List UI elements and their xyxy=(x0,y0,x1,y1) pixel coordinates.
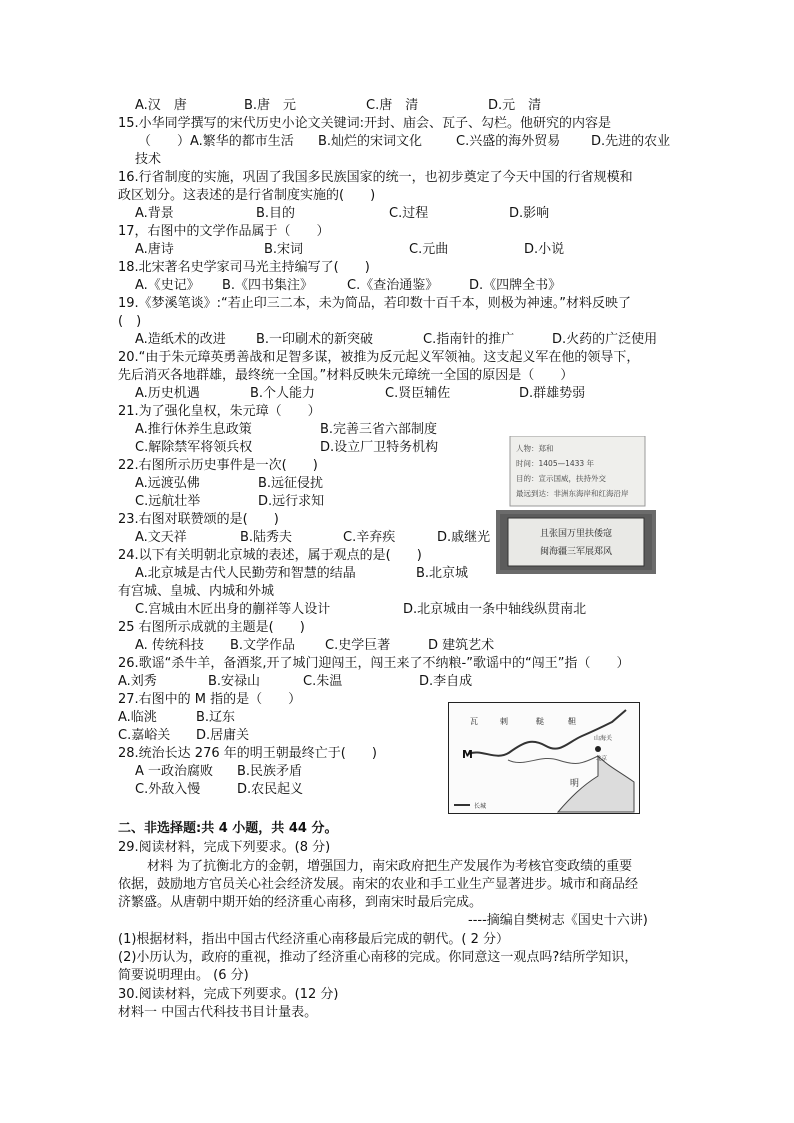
q15-option-c: C.兴盛的海外贸易 xyxy=(456,134,561,149)
q20-stem: 20.“由于朱元璋英勇善战和足智多谋，被推为反元起义军领袖。这支起义军在他的领导下， xyxy=(118,350,640,365)
zheng-he-figure xyxy=(496,436,656,576)
q17-option-c: C.元曲 xyxy=(409,242,449,257)
q28-stem: 28.统治长达 276 年的明王朝最终亡于( ) xyxy=(118,746,377,761)
q28-option-c: C.外敌入慢 xyxy=(135,782,201,797)
q17-option-b: B.宋词 xyxy=(264,242,304,257)
q18-option-b: B.《四书集注》 xyxy=(222,278,314,293)
q21-option-b: B.完善三省六部制度 xyxy=(320,422,438,437)
q24-stem: 24.以下有关明朝北京城的表述，属于观点的是( ) xyxy=(118,548,422,563)
q16-stem: 16.行省制度的实施，巩固了我国多民族国家的统一，也初步奠定了今天中国的行省规模和 xyxy=(118,170,633,185)
q29-part2-line1: (2)小历认为，政府的重视，推动了经济重心南移的完成。你同意这一观点吗?结所学知识， xyxy=(118,950,638,965)
q15-line3: 技术 xyxy=(135,152,162,167)
q18-option-d: D.《四牌全书》 xyxy=(469,278,562,293)
couplet-line-1: 且张国万里扶倭寇 xyxy=(539,529,613,539)
q29-part1: (1)根据材料，指出中国古代经济重心南移最后完成的朝代。( 2 分） xyxy=(118,932,510,947)
q24-option-b: B.北京城 xyxy=(416,566,469,581)
map-label-ming: 明 xyxy=(570,779,580,789)
q16-option-a: A.背景 xyxy=(135,206,174,221)
q20-option-a: A.历史机遇 xyxy=(135,386,200,401)
q17-option-d: D.小说 xyxy=(524,242,565,257)
map-label-beijing: 北京 xyxy=(596,756,608,762)
q20-line2: 先后消灭各地群雄，最终统一全国。”材料反映朱元璋统一全国的原因是（ ） xyxy=(118,368,574,383)
q26-option-b: B.安禄山 xyxy=(208,674,261,689)
q20-option-b: B.个人能力 xyxy=(250,386,316,401)
q22-option-a: A.远渡弘佛 xyxy=(135,476,200,491)
q25-option-b: B.文学作品 xyxy=(230,638,296,653)
q20-option-d: D.群雄势弱 xyxy=(519,386,586,401)
q24-option-d: D.北京城由一条中轴线纵贯南北 xyxy=(403,602,587,617)
q25-option-a: A. 传统科技 xyxy=(135,638,204,653)
q14-option-c: C.唐 清 xyxy=(366,98,419,113)
q15-stem: 15.小华同学撰写的宋代历史小论文关键词:开封、庙会、瓦子、勾栏。他研究的内容是 xyxy=(118,116,612,131)
q21-stem: 21.为了强化皇权，朱元璋（ ） xyxy=(118,404,321,419)
q30-stem: 30.阅读材料，完成下列要求。(12 分) xyxy=(118,987,339,1002)
couplet-plaque xyxy=(508,518,644,566)
q30-material-one-heading: 材料一 中国古代科技书目计量表。 xyxy=(118,1005,318,1020)
q26-option-c: C.朱温 xyxy=(303,674,343,689)
q24-option-a: A.北京城是古代人民勤劳和智慧的结晶 xyxy=(135,566,356,581)
q19-line2: ( ) xyxy=(118,314,142,329)
q17-option-a: A.唐诗 xyxy=(135,242,174,257)
q21-option-c: C.解除禁军将领兵权 xyxy=(135,440,253,455)
q23-option-d: D.戚继光 xyxy=(437,530,491,545)
q18-option-c: C.《查治通鉴》 xyxy=(347,278,439,293)
q19-option-c: C.指南针的推广 xyxy=(423,332,515,347)
info-card-person: 人物：郑和 xyxy=(516,444,554,453)
q15-line2: （ ）A.繁华的都市生活 xyxy=(138,134,294,149)
map-label-da: 鞑 xyxy=(536,717,544,726)
q19-stem: 19.《梦溪笔谈》:“若止印三二本，未为简品，若印数十百千本，则极为神速。”材料反映了 xyxy=(118,296,632,311)
q22-option-b: B.远征侵扰 xyxy=(258,476,324,491)
q14-option-b: B.唐 元 xyxy=(244,98,297,113)
q27-option-a: A.临洮 xyxy=(118,710,157,725)
q29-stem: 29.阅读材料，完成下列要求。(8 分) xyxy=(118,840,331,855)
q16-option-b: B.目的 xyxy=(256,206,296,221)
q27-stem: 27.右图中的 M 指的是（ ） xyxy=(118,692,302,707)
q21-option-a: A.推行休养生息政策 xyxy=(135,422,252,437)
q24-line2: 有宫城、皇城、内城和外城 xyxy=(118,584,275,599)
q22-option-d: D.远行求知 xyxy=(258,494,325,509)
q27-option-b: B.辽东 xyxy=(196,710,236,725)
q16-option-c: C.过程 xyxy=(389,206,429,221)
q29-material-line3: 济繁盛。从唐朝中期开始的经济重心南移，到南宋时最后完成。 xyxy=(118,895,483,910)
info-card-time: 时间：1405—1433 年 xyxy=(516,459,595,468)
q23-option-b: B.陆秀夫 xyxy=(240,530,293,545)
ming-map-figure xyxy=(448,702,640,814)
q14-option-a: A.汉 唐 xyxy=(135,98,187,113)
q19-option-d: D.火药的广泛使用 xyxy=(552,332,658,347)
ming-map-graphic xyxy=(448,702,640,814)
zheng-he-figure-graphic xyxy=(496,436,656,576)
q28-option-b: B.民族矛盾 xyxy=(237,764,303,779)
q23-stem: 23.右图对联赞颂的是( ) xyxy=(118,512,279,527)
q29-material-line2: 依据，鼓励地方官员关心社会经济发展。南宋的农业和手工业生产显著进步。城市和商品经 xyxy=(118,877,639,892)
q27-option-c: C.嘉峪关 xyxy=(118,728,171,743)
q18-option-a: A.《史记》 xyxy=(135,278,200,293)
map-label-dan: 靼 xyxy=(568,717,576,726)
q19-option-a: A.造纸术的改进 xyxy=(135,332,226,347)
q25-option-c: C.史学巨著 xyxy=(325,638,391,653)
info-card-purpose: 目的：宣示国威，扶持外交 xyxy=(516,474,606,483)
map-label-m: M xyxy=(462,748,473,761)
q25-stem: 25 右图所示成就的主题是( ) xyxy=(118,620,305,635)
map-label-la: 剌 xyxy=(500,717,508,726)
q29-source: ----摘编自樊树志《国史十六讲) xyxy=(468,913,648,928)
map-label-shanhaiguan: 山海关 xyxy=(594,735,613,742)
q19-option-b: B.一印刷术的新突破 xyxy=(256,332,374,347)
q28-option-d: D.农民起义 xyxy=(237,782,304,797)
q25-option-d: D 建筑艺术 xyxy=(428,638,495,653)
q20-option-c: C.贤臣辅佐 xyxy=(385,386,451,401)
q17-stem: 17，右图中的文学作品属于（ ） xyxy=(118,224,330,239)
q29-part2-line2: 简要说明理由。 (6 分) xyxy=(118,968,249,983)
q21-option-d: D.设立厂卫特务机构 xyxy=(320,440,439,455)
q18-stem: 18.北宋著名史学家司马光主持编写了( ) xyxy=(118,260,370,275)
q14-option-d: D.元 清 xyxy=(488,98,542,113)
q22-stem: 22.右图所示历史事件是一次( ) xyxy=(118,458,318,473)
couplet-line-2: 闽海疆三军展郑风 xyxy=(539,547,613,557)
q23-option-c: C.辛弃疾 xyxy=(343,530,396,545)
q15-option-b: B.灿烂的宋词文化 xyxy=(318,134,423,149)
q27-option-d: D.居庸关 xyxy=(196,728,250,743)
q26-option-d: D.李自成 xyxy=(419,674,473,689)
map-label-wa: 瓦 xyxy=(470,717,478,726)
q22-option-c: C.远航壮举 xyxy=(135,494,201,509)
q15-option-d: D.先进的农业 xyxy=(591,134,671,149)
q26-option-a: A.刘秀 xyxy=(118,674,157,689)
q24-option-c: C.宫城由木匠出身的蒯祥等人设计 xyxy=(135,602,331,617)
q16-line2: 政区划分。这表述的是行省制度实施的( ) xyxy=(118,188,376,203)
q26-stem: 26.歌谣“杀牛羊，备酒浆,开了城门迎闯王，闯王来了不纳粮-”歌谣中的“闯王”指（ ） xyxy=(118,656,630,671)
q29-material-line1: 材料 为了抗衡北方的金朝，增强国力，南宋政府把生产发展作为考核官变政绩的重要 xyxy=(147,859,633,874)
info-card-farthest: 最远到达：非洲东海岸和红海沿岸 xyxy=(516,489,629,498)
q23-option-a: A.文天祥 xyxy=(135,530,187,545)
beijing-marker xyxy=(595,746,601,752)
q16-option-d: D.影响 xyxy=(509,206,550,221)
q28-option-a: A 一政治腐败 xyxy=(135,764,214,779)
legend-wall-label: 长城 xyxy=(474,803,487,810)
section-two-heading: 二、非选择题:共 4 小题，共 44 分。 xyxy=(118,821,338,836)
